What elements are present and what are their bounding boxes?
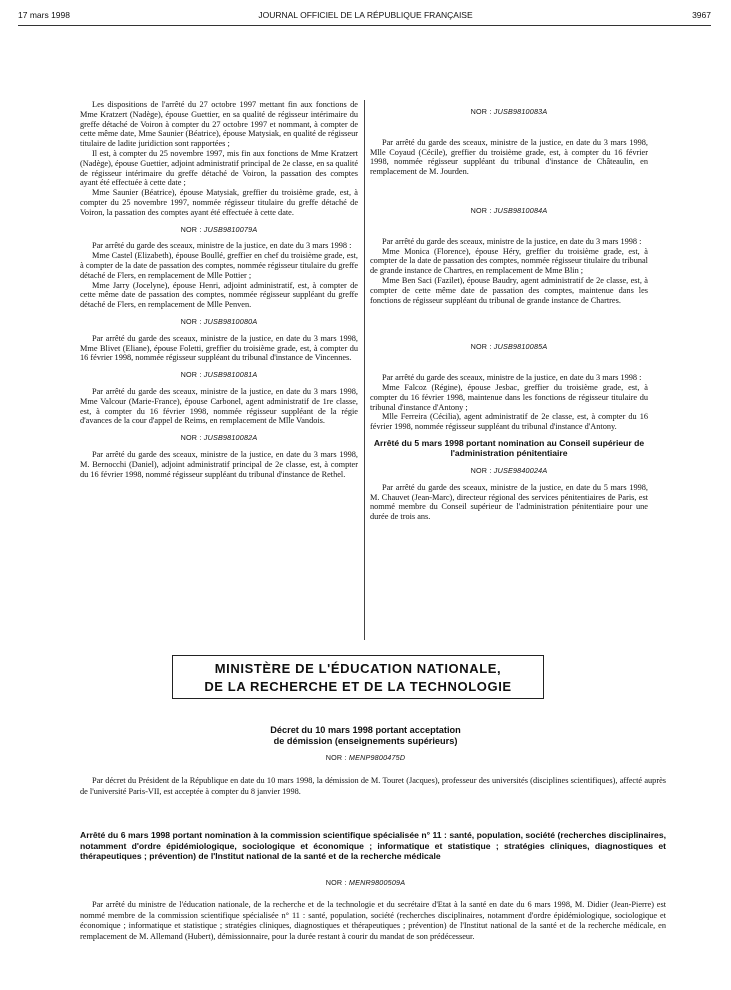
right-column [370,100,648,522]
nor-prefix: NOR : [470,342,492,352]
article-title: Arrêté du 5 mars 1998 portant nomination au Conseil supérieur de l'administration pénitentiaire [373,437,645,459]
paragraph: Mlle Ferreira (Cécilia), agent administratif de 2e classe, est, à compter du 16 février 1998, nommée régisseur suppléant du tribunal d'instance d'Antony. [370,412,648,432]
nor-prefix: NOR : [180,316,202,326]
nor-reference [80,317,358,327]
header-rule [18,25,711,26]
paragraph: Les dispositions de l'arrêté du 27 octobre 1997 mettant fin aux fonctions de Mme Kratzert (Nadège), épouse Guettier, en sa qualité de régisseur intérimaire du greffe détaché de Voiron à compter du 27 octobre 1997 et nommant, à compter de cette même date, Mme Saunier (Béatrice), épouse Matysiak, en qualité de régisseur titulaire de ladite juridiction sont rapportées ; [80,100,358,149]
decret-title-line-2: de démission (enseignements supérieurs) [273,736,458,746]
paragraph: Par arrêté du garde des sceaux, ministre de la justice, en date du 3 mars 1998 : [382,236,642,246]
paragraph: Par arrêté du garde des sceaux, ministre de la justice, en date du 3 mars 1998, M. Bernocchi (Daniel), adjoint administratif principal de 2e classe, est, à compter du 16 février 1998, nommé régisseur suppléant du tribunal d'instance de Rethel. [80,449,358,479]
ministry-heading-box [172,655,544,699]
nor-prefix: NOR : [325,878,347,887]
decret-title-line-1: Décret du 10 mars 1998 portant acceptation [270,725,461,735]
paragraph: Par arrêté du garde des sceaux, ministre de la justice, en date du 3 mars 1998, Mme Valcour (Marie-France), épouse Carbonel, agent administratif de 1re classe, est, à compter du 16 février 1998, nommée régisseur suppléant de la régie d'avances de la cour d'appel de Reims, en remplacement de Mlle Vandois. [80,386,358,426]
nor-code: MENP9800475D [348,753,406,762]
nor-prefix: NOR : [180,433,202,443]
ministry-line-1: MINISTÈRE DE L'ÉDUCATION NATIONALE, [214,661,502,676]
header-page-number: 3967 [692,10,711,20]
spacer [370,177,648,199]
paragraph: Mme Monica (Florence), épouse Héry, greffier du troisième grade, est, à compter de la date de passation des comptes, nommée régisseur titulaire du tribunal de grande instance de Chartres, en remplacement de Mme Blin ; [370,246,648,276]
paragraph: Il est, à compter du 25 novembre 1997, mis fin aux fonctions de Mme Kratzert (Nadège), épouse Guettier, adjoint administratif principal de 2e classe, en sa qualité de régisseur intérimaire du greffe détaché de Voiron, la passation des comptes ayant été effectuée à cette date ; [80,148,358,188]
spacer [370,223,648,237]
nor-code: JUSB9810082A [203,433,258,443]
nor-prefix: NOR : [180,370,202,380]
nor-prefix: NOR : [180,224,202,234]
nor-reference [80,433,358,443]
arrete-title: Arrêté du 6 mars 1998 portant nomination à la commission scientifique spécialisée n° 11 : santé, population, société (recherches disciplinaires, notamment d'ordre épidémiologique, sociologique et économique ; informatique et statistique ; stratégies cliniques, diagnostiques et thérapeutiques ; prévention) de l'Institut national de la santé et de la recherche médicale [80,830,666,861]
arrete-nor-reference [0,878,731,887]
decret-nor-reference [0,753,731,762]
nor-prefix: NOR : [470,205,492,215]
nor-prefix: NOR : [470,465,492,475]
spacer [370,359,648,373]
nor-code: JUSB9810085A [493,342,548,352]
spacer [370,124,648,138]
nor-code: JUSB9810081A [203,370,258,380]
paragraph: Mme Saunier (Béatrice), épouse Matysiak, greffier du troisième grade, est, à compter du 25 novembre 1997, nommée régisseur titulaire du greffe détaché de Voiron, la passation des comptes ayant été effectuée à cette date. [80,188,358,217]
ministry-line-2: DE LA RECHERCHE ET DE LA TECHNOLOGIE [204,679,512,694]
column-divider [364,100,365,640]
nor-code: JUSE9840024A [493,465,548,475]
nor-reference [370,342,648,352]
nor-reference [370,107,648,117]
paragraph: Par arrêté du garde des sceaux, ministre de la justice, en date du 3 mars 1998, Mlle Coyaud (Cécile), greffier du troisième grade, est, à compter du 16 février 1998, nommée régisseur suppléant du tribunal d'instance de Châteaulin, en remplacement de M. Jourden. [370,137,648,177]
paragraph: Mme Castel (Elizabeth), épouse Boullé, greffier en chef du troisième grade, est, à compter de la date de passation des comptes, nommée régisseur titulaire du greffe détaché de Flers, en remplacement de Mlle Pottier ; [80,251,358,280]
left-column [80,100,358,479]
header-title: JOURNAL OFFICIEL DE LA RÉPUBLIQUE FRANÇAISE [258,10,473,20]
spacer [370,305,648,335]
paragraph: Par arrêté du garde des sceaux, ministre de la justice, en date du 5 mars 1998, M. Chauvet (Jean-Marc), directeur régional des services pénitentiaires de Paris, est nommé membre du Conseil supérieur de l'administration pénitentiaire pour une durée de trois ans. [370,482,648,522]
nor-reference [80,225,358,235]
header-date: 17 mars 1998 [18,10,70,20]
nor-reference [80,370,358,380]
arrete-body: Par arrêté du ministre de l'éducation nationale, de la recherche et de la technologie et du secrétaire d'Etat à la santé en date du 6 mars 1998, M. Didier (Jean-Pierre) est nommé membre de la commission scientifique spécialisée n° 11 : santé, population, société (recherches disciplinaires, notamment d'ordre épidémiologique, sociologique et économique ; informatique et statistique ; stratégies cliniques, diagnostiques et thérapeutiques ; prévention) de l'Institut national de la santé et de la recherche médicale, en remplacement de M. Allemand (Hubert), démissionnaire, pour la durée restant à courir du mandat de son prédécesseur. [80,900,666,941]
paragraph: Par arrêté du garde des sceaux, ministre de la justice, en date du 3 mars 1998 : [382,373,642,383]
paragraph: Par arrêté du garde des sceaux, ministre de la justice, en date du 3 mars 1998, Mme Blivet (Eliane), épouse Foletti, greffier du troisième grade, est, à compter du 16 février 1998, nommée régisseur suppléant du tribunal d'instance de Vincennes. [80,333,358,363]
decret-body: Par décret du Président de la République en date du 10 mars 1998, la démission de M. Touret (Jacques), professeur des universités (disciplines scientifiques), affecté auprès de l'université Paris-VII, est acceptée à compter du 8 janvier 1998. [80,776,666,796]
nor-code: JUSB9810084A [493,205,548,215]
nor-code: JUSB9810083A [493,107,548,116]
paragraph: Mme Jarry (Jocelyne), épouse Henri, adjoint administratif, est, à compter de cette même date de passation des comptes, nommée régisseur suppléant du greffe détaché de Flers, en remplacement de Mlle Penven. [80,280,358,310]
paragraph: Par arrêté du garde des sceaux, ministre de la justice, en date du 3 mars 1998 : [92,241,352,251]
nor-reference [370,206,648,216]
decret-title [0,725,731,747]
nor-code: JUSB9810079A [203,224,258,234]
nor-prefix: NOR : [325,753,347,762]
nor-reference [370,466,648,476]
paragraph: Mme Ben Saci (Fazilet), épouse Baudry, agent administratif de 2e classe, est, à compter de cette même date de passation des comptes, maintenue dans les fonctions de régisseur suppléant du tribunal de grande instance de Chartres. [370,275,648,305]
nor-code: MENR9800509A [348,878,406,887]
nor-code: JUSB9810080A [203,316,258,326]
paragraph: Mme Falcoz (Régine), épouse Jesbac, greffier du troisième grade, est, à compter du 16 février 1998, maintenue dans les fonctions de régisseur titulaire du tribunal d'instance d'Antony ; [370,382,648,412]
nor-prefix: NOR : [470,107,492,116]
